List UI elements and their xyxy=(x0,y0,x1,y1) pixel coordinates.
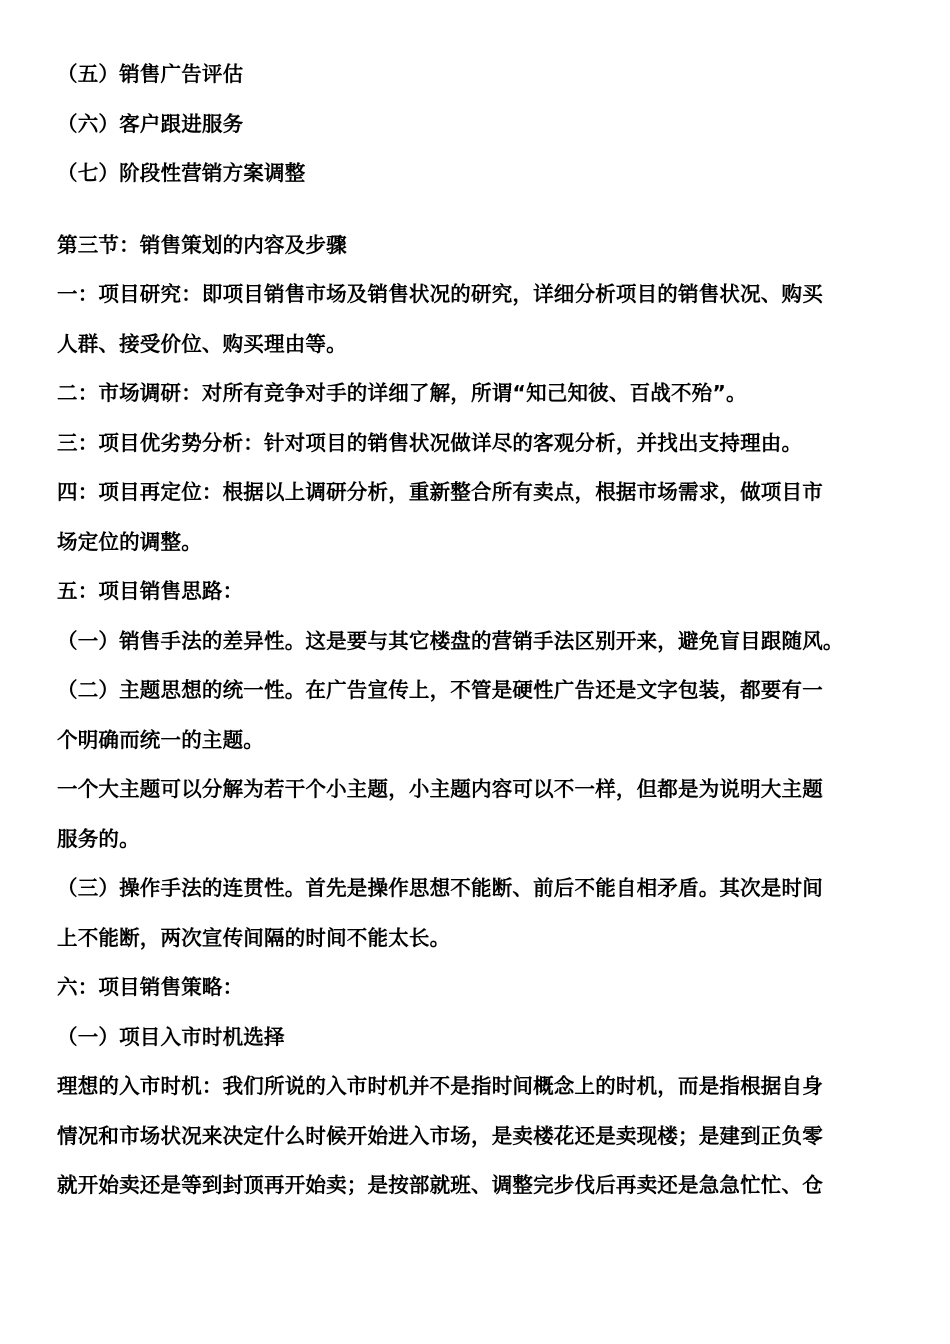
paragraph-line: 四：项目再定位：根据以上调研分析，重新整合所有卖点，根据市场需求，做项目市 xyxy=(57,480,823,504)
paragraph-line: 就开始卖还是等到封顶再开始卖；是按部就班、调整完步伐后再卖还是急急忙忙、仓 xyxy=(57,1173,823,1197)
paragraph-line: （三）操作手法的连贯性。首先是操作思想不能断、前后不能自相矛盾。其次是时间 xyxy=(57,876,823,900)
paragraph-line: （一）项目入市时机选择 xyxy=(57,1024,285,1049)
paragraph-line: 三：项目优劣势分析：针对项目的销售状况做详尽的客观分析，并找出支持理由。 xyxy=(57,430,803,455)
paragraph-line: 一：项目研究：即项目销售市场及销售状况的研究，详细分析项目的销售状况、购买 xyxy=(57,282,823,306)
list-item-six: （六）客户跟进服务 xyxy=(57,111,244,136)
section-heading: 第三节：销售策划的内容及步骤 xyxy=(57,232,347,257)
subheading: 五：项目销售思路： xyxy=(57,579,244,603)
list-item-five: （五）销售广告评估 xyxy=(57,62,244,86)
paragraph-line: 人群、接受价位、购买理由等。 xyxy=(57,331,347,356)
paragraph-line: 一个大主题可以分解为若干个小主题，小主题内容可以不一样，但都是为说明大主题 xyxy=(57,777,823,801)
paragraph-line: 理想的入市时机：我们所说的入市时机并不是指时间概念上的时机，而是指根据自身 xyxy=(57,1074,823,1098)
paragraph-line: 情况和市场状况来决定什么时候开始进入市场，是卖楼花还是卖现楼；是建到正负零 xyxy=(57,1123,823,1148)
section-gap xyxy=(57,201,897,223)
paragraph-line: （一）销售手法的差异性。这是要与其它楼盘的营销手法区别开来，避免盲目跟随风。 xyxy=(57,628,844,653)
paragraph-line: 个明确而统一的主题。 xyxy=(57,727,264,752)
document-body xyxy=(57,52,897,1213)
subheading: 六：项目销售策略： xyxy=(57,975,244,999)
paragraph-line: 服务的。 xyxy=(57,826,140,851)
list-item-seven: （七）阶段性营销方案调整 xyxy=(57,161,306,185)
paragraph-line: 二：市场调研：对所有竞争对手的详细了解，所谓“知己知彼、百战不殆”。 xyxy=(57,381,747,405)
paragraph-line: （二）主题思想的统一性。在广告宣传上，不管是硬性广告还是文字包装，都要有一 xyxy=(57,678,823,702)
paragraph-line: 上不能断，两次宣传间隔的时间不能太长。 xyxy=(57,925,451,950)
paragraph-line: 场定位的调整。 xyxy=(57,529,202,554)
